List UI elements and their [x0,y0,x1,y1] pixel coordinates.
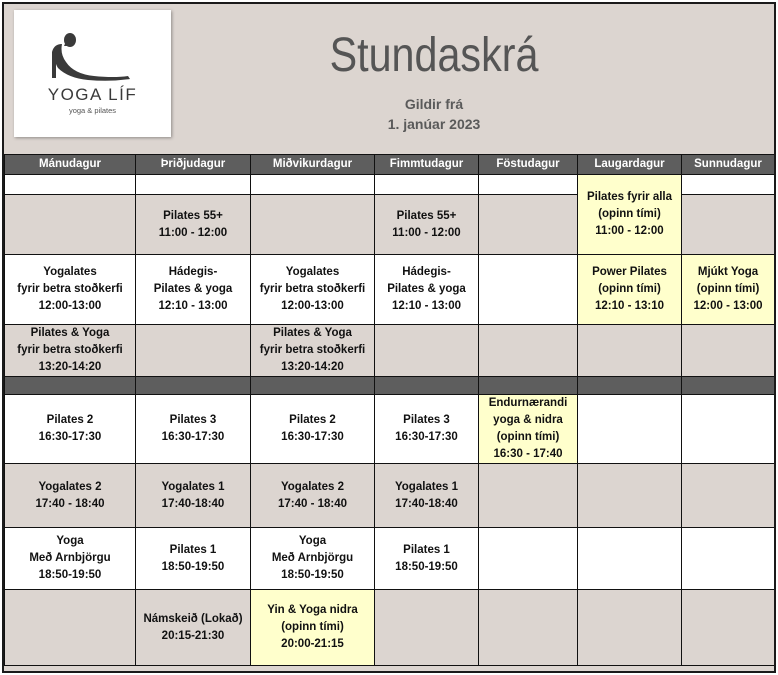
class-line: 12:00-13:00 [38,300,102,312]
class-cell [251,255,375,325]
timetable [4,154,775,666]
class-line: 13:20-14:20 [38,361,102,373]
class-cell [479,175,578,195]
class-cell [375,255,479,325]
class-cell [136,528,251,590]
class-line: Yoga [56,535,84,547]
header [4,4,774,154]
class-line: Pilates 1 [403,543,450,556]
class-line: 17:40-18:40 [395,497,458,510]
class-cell [5,528,136,590]
class-line: Námskeið (Lokað) [143,612,243,625]
class-cell [375,175,479,195]
class-line: Yoga [298,535,327,547]
class-line: Yogalates 2 [280,480,345,493]
class-line: 12:00-13:00 [281,300,344,312]
class-line: 18:50-19:50 [281,569,344,581]
class-line: 16:30-17:30 [281,431,344,443]
class-line: Yin & Yoga nidra [267,604,358,616]
class-line: 12:10 - 13:00 [158,300,228,312]
day-header: Þriðjudagur [136,155,251,175]
class-cell [5,195,136,255]
class-line: 18:50-19:50 [395,560,458,573]
class-cell [682,464,775,528]
class-line: Pilates 1 [169,543,217,556]
class-line: Power Pilates [592,266,667,278]
class-line: Yogalates 2 [38,480,102,493]
valid-from-label: Gildir frá [404,96,464,112]
class-cell [5,395,136,464]
divider-cell [375,377,479,395]
class-cell [5,175,136,195]
class-cell [251,464,375,528]
time-slot-row [5,464,775,528]
class-cell [251,325,375,377]
class-line: 17:40 - 18:40 [277,497,348,510]
class-line: 17:40 - 18:40 [35,497,105,510]
class-line: Mjúkt Yoga [697,266,759,278]
class-cell [136,395,251,464]
class-line: 11:00 - 12:00 [595,225,664,237]
class-cell [479,195,578,255]
class-cell [375,590,479,666]
class-line: 16:30-17:30 [395,431,458,443]
class-cell [5,464,136,528]
class-line: Yogalates [285,266,340,278]
day-header: Fimmtudagur [375,155,479,175]
class-line: 18:50-19:50 [38,569,102,581]
divider-cell [578,377,682,395]
class-line: Endurnærandi [488,397,568,409]
class-line: Pilates 2 [289,414,336,426]
class-line: Hádegis- [168,266,218,278]
class-cell [578,395,682,464]
class-line: Pilates 3 [403,414,450,426]
class-cell [251,590,375,666]
class-cell [479,395,578,464]
class-cell [251,195,375,255]
day-header: Laugardagur [578,155,682,175]
class-line: (opinn tími) [696,283,760,295]
time-slot-row [5,255,775,325]
divider-cell [5,377,136,395]
class-line: (opinn tími) [496,431,560,443]
divider-cell [479,377,578,395]
class-cell [5,255,136,325]
divider-cell [251,377,375,395]
class-cell [578,590,682,666]
class-cell [375,195,479,255]
logo-tagline: yoga & pilates [68,106,117,115]
class-line: Pilates 3 [169,414,217,426]
class-line: 16:30-17:30 [38,431,102,443]
class-line: fyrir betra stoðkerfi [17,283,123,295]
divider-row [5,377,775,395]
valid-from-date: 1. janúar 2023 [387,116,481,132]
class-cell [375,464,479,528]
class-cell [375,395,479,464]
class-line: 20:15-21:30 [161,629,225,642]
day-header-row [5,155,775,175]
time-slot-row [5,528,775,590]
class-cell [375,325,479,377]
class-line: Yogalates [43,266,97,278]
time-slot-row [5,175,775,195]
class-cell [682,175,775,195]
class-cell [682,255,775,325]
class-line: Hádegis- [402,266,451,278]
class-cell [251,175,375,195]
class-line: Pilates & Yoga [273,327,352,339]
class-line: 13:20-14:20 [281,361,344,373]
schedule-sheet [2,2,776,673]
class-cell [136,175,251,195]
class-line: Pilates 55+ [396,209,457,222]
day-header: Miðvikurdagur [251,155,375,175]
class-line: 12:00 - 13:00 [693,300,763,312]
class-line: 18:50-19:50 [161,560,225,573]
class-line: yoga & nidra [493,414,563,426]
class-cell [578,175,682,255]
class-cell [578,464,682,528]
class-cell [479,464,578,528]
class-line: 17:40-18:40 [161,497,225,510]
class-cell [136,325,251,377]
class-cell [479,325,578,377]
class-line: 16:30-17:30 [161,431,225,443]
class-cell [479,528,578,590]
page-title: Stundaskrá [329,29,539,82]
class-line: Með Arnbjörgu [29,552,111,564]
class-cell [682,325,775,377]
class-cell [578,255,682,325]
class-line: Pilates 2 [46,414,94,426]
class-cell [479,255,578,325]
time-slot-row [5,325,775,377]
class-line: Pilates & yoga [387,283,466,295]
divider-cell [136,377,251,395]
class-line: Yogalates 1 [161,480,225,493]
class-cell [578,528,682,590]
class-cell [136,464,251,528]
logo-name: YOGA LÍF [47,85,138,104]
class-line: Pilates & yoga [153,283,233,295]
class-line: 20:00-21:15 [281,638,344,650]
class-cell [578,325,682,377]
class-cell [375,528,479,590]
class-cell [136,255,251,325]
day-header: Mánudagur [5,155,136,175]
class-line: Pilates & Yoga [30,327,110,339]
class-line: 16:30 - 17:40 [493,448,563,460]
class-cell [682,195,775,255]
class-cell [682,590,775,666]
class-line: Pilates 55+ [163,209,223,222]
time-slot-row [5,590,775,666]
class-cell [251,528,375,590]
class-cell [682,395,775,464]
class-line: 11:00 - 12:00 [392,226,461,239]
class-cell [136,195,251,255]
class-cell [682,528,775,590]
class-line: 12:10 - 13:10 [594,300,665,312]
class-line: fyrir betra stoðkerfi [259,344,366,356]
yoga-pose-logo-icon [44,32,144,82]
class-line: fyrir betra stoðkerfi [259,283,366,295]
class-line: 11:00 - 12:00 [158,226,228,239]
time-slot-row [5,395,775,464]
class-cell [479,590,578,666]
day-header: Sunnudagur [682,155,775,175]
class-line: Yogalates 1 [394,480,459,493]
class-cell [5,590,136,666]
class-cell [5,325,136,377]
class-cell [251,395,375,464]
class-line: fyrir betra stoðkerfi [17,344,123,356]
divider-cell [682,377,775,395]
class-line: Pilates fyrir alla [586,191,673,203]
class-cell [136,590,251,666]
class-line: 12:10 - 13:00 [391,300,462,312]
class-line: (opinn tími) [281,621,344,633]
day-header: Föstudagur [479,155,578,175]
class-line: (opinn tími) [598,208,661,220]
logo [14,10,171,137]
class-line: (opinn tími) [598,283,661,295]
class-line: Með Arnbjörgu [271,552,354,564]
